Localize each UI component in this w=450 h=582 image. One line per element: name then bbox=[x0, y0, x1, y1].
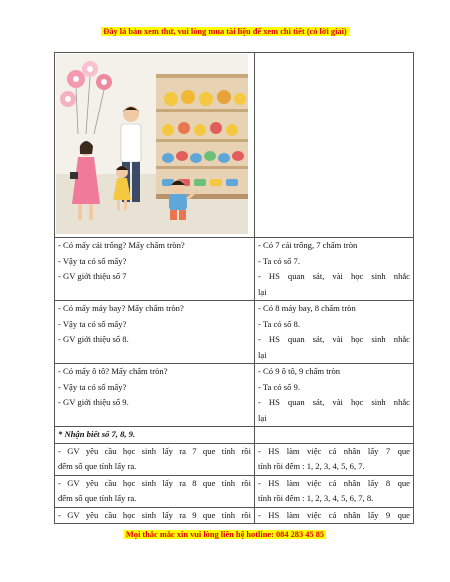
activity-row-9 bbox=[55, 507, 414, 524]
teacher-cell bbox=[55, 507, 255, 524]
student-cell bbox=[255, 301, 414, 364]
teacher-line: - Vậy ta có số mấy? bbox=[58, 318, 127, 329]
illustration-row bbox=[55, 53, 414, 238]
student-cell bbox=[255, 443, 414, 475]
teacher-cell bbox=[55, 475, 255, 507]
teacher-line: - Vậy ta có số mấy? bbox=[58, 255, 127, 266]
illustration-blank-cell bbox=[255, 53, 414, 238]
number-row-9 bbox=[55, 364, 414, 427]
student-cell bbox=[255, 238, 414, 301]
toy-shelves bbox=[156, 74, 248, 199]
teacher-line: đếm số que tính lấy ra. bbox=[58, 461, 137, 471]
teacher-cell bbox=[55, 443, 255, 475]
section-heading: * Nhận biết số 7, 8, 9. bbox=[55, 427, 255, 444]
student-line: lại bbox=[258, 286, 267, 297]
student-line: tính rồi đếm : 1, 2, 3, 4, 5, 6, 7. bbox=[258, 461, 365, 471]
student-line: - Có 8 máy bay, 8 chấm tròn bbox=[258, 303, 356, 313]
number-row-7 bbox=[55, 238, 414, 301]
student-line: - HS quan sát, vài học sinh nhắc bbox=[258, 397, 410, 407]
activity-row-8 bbox=[55, 475, 414, 507]
illustration-cell bbox=[55, 53, 255, 238]
student-line: - Ta có số 7. bbox=[258, 255, 300, 266]
teacher-line: - GV giới thiệu số 7 bbox=[58, 271, 127, 281]
student-line: - HS làm việc cá nhân lấy 9 que bbox=[258, 509, 410, 520]
student-cell bbox=[255, 475, 414, 507]
student-line: - HS quan sát, vài học sinh nhắc bbox=[258, 334, 410, 344]
lesson-plan-table bbox=[54, 52, 414, 524]
teacher-line: - Có mấy máy bay? Mấy chấm tròn? bbox=[58, 303, 184, 313]
teacher-line: - GV yêu cầu học sinh lấy ra 9 que tính rồi bbox=[58, 509, 251, 520]
section-heading-blank bbox=[255, 427, 414, 444]
hotline-notice-text: Mọi thắc mắc xin vui lòng liên hệ hotline: 084 283 45 85 bbox=[125, 530, 325, 539]
teacher-line: đếm số que tính lấy ra. bbox=[58, 493, 137, 503]
hotline-notice-banner bbox=[0, 530, 450, 539]
section-heading-row bbox=[55, 427, 414, 444]
student-line: - Ta có số 8. bbox=[258, 318, 300, 329]
toy-store-illustration bbox=[56, 54, 248, 234]
teacher-line: - Có mấy ô tô? Mấy chấm tròn? bbox=[58, 366, 168, 376]
teacher-line: - GV giới thiệu số 9. bbox=[58, 397, 129, 407]
teacher-line: - GV yêu cầu học sinh lấy ra 7 que tính rồi bbox=[58, 445, 251, 456]
number-row-8 bbox=[55, 301, 414, 364]
preview-notice-text: Đây là bản xem thử, vui lòng mua tài liệu để xem chi tiết (có lời giải) bbox=[103, 27, 347, 36]
student-line: lại bbox=[258, 349, 267, 360]
teacher-line: - Vậy ta có số mấy? bbox=[58, 381, 127, 392]
student-line: - Có 9 ô tô, 9 chấm tròn bbox=[258, 366, 341, 376]
student-line: tính rồi đếm : 1, 2, 3, 4, 5, 6, 7, 8. bbox=[258, 493, 374, 503]
activity-row-7 bbox=[55, 443, 414, 475]
student-cell bbox=[255, 364, 414, 427]
teacher-cell bbox=[55, 238, 255, 301]
student-line: - HS quan sát, vài học sinh nhắc bbox=[258, 271, 410, 281]
student-line: - Có 7 cái trống, 7 chấm tròn bbox=[258, 240, 358, 250]
teacher-cell bbox=[55, 301, 255, 364]
student-line: - HS làm việc cá nhân lấy 8 que bbox=[258, 477, 410, 488]
student-line: - HS làm việc cá nhân lấy 7 que bbox=[258, 445, 410, 456]
teacher-cell bbox=[55, 364, 255, 427]
teacher-line: - Có mấy cái trống? Mấy chấm tròn? bbox=[58, 240, 185, 250]
student-cell bbox=[255, 507, 414, 524]
student-line: - Ta có số 9. bbox=[258, 381, 300, 392]
teacher-line: - GV giới thiệu số 8. bbox=[58, 334, 129, 344]
preview-notice-banner bbox=[0, 27, 450, 36]
teacher-line: - GV yêu cầu học sinh lấy ra 8 que tính rồi bbox=[58, 477, 251, 488]
student-line: lại bbox=[258, 412, 267, 423]
